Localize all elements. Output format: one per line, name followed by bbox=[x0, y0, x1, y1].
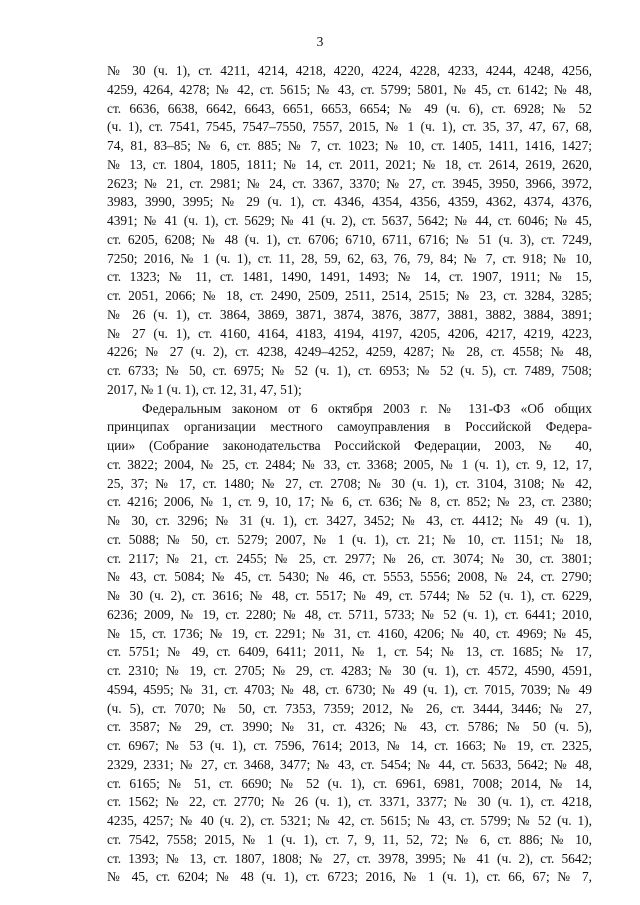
text-line: ст. 3587; № 29, ст. 3990; № 31, ст. 4326; № 43, ст. 5786; № 50 (ч. 5), bbox=[107, 719, 592, 735]
text-line: ст. 6967; № 53 (ч. 1), ст. 7596, 7614; 2013, № 14, ст. 1663; № 19, ст. 2325, bbox=[107, 738, 592, 753]
text-line: ции» (Собрание законодательства Российской Федерации, 2003, № 40, bbox=[107, 438, 592, 453]
text-line: ст. 6636, 6638, 6642, 6643, 6651, 6653, 6654; № 49 (ч. 6), ст. 6928; № 52 bbox=[107, 100, 592, 116]
text-line: 2017, № 1 (ч. 1), ст. 12, 31, 47, 51); bbox=[107, 381, 302, 397]
text-line: 74, 81, 83–85; № 6, ст. 885; № 7, ст. 1023; № 10, ст. 1405, 1411, 1416, 1427; bbox=[107, 138, 592, 153]
text-line: ст. 2051, 2066; № 18, ст. 2490, 2509, 2511, 2514, 2515; № 23, ст. 3284, 3285; bbox=[107, 288, 592, 303]
text-line: № 30 (ч. 1), ст. 4211, 4214, 4218, 4220, 4224, 4228, 4233, 4244, 4248, 4256, bbox=[107, 63, 592, 78]
text-line: 4226; № 27 (ч. 2), ст. 4238, 4249–4252, 4259, 4287; № 28, ст. 4558; № 48, bbox=[107, 344, 592, 360]
text-line: № 43, ст. 5084; № 45, ст. 5430; № 46, ст. 5553, 5556; 2008, № 24, ст. 2790; bbox=[107, 569, 592, 585]
text-line: ст. 1323; № 11, ст. 1481, 1490, 1491, 1493; № 14, ст. 1907, 1911; № 15, bbox=[107, 269, 592, 285]
text-line: 2329, 2331; № 27, ст. 3468, 3477; № 43, ст. 5454; № 44, ст. 5633, 5642; № 48, bbox=[107, 756, 592, 772]
text-line: 4235, 4257; № 40 (ч. 2), ст. 5321; № 42, ст. 5615; № 43, ст. 5799; № 52 (ч. 1), bbox=[107, 813, 592, 828]
text-line: № 26 (ч. 1), ст. 3864, 3869, 3871, 3874, 3876, 3877, 3881, 3882, 3884, 3891; bbox=[107, 306, 592, 322]
text-line: ст. 4216; 2006, № 1, ст. 9, 10, 17; № 6, ст. 636; № 8, ст. 852; № 23, ст. 2380; bbox=[107, 494, 592, 510]
text-line: (ч. 5), ст. 7070; № 50, ст. 7353, 7359; 2012, № 26, ст. 3444, 3446; № 27, bbox=[107, 700, 592, 716]
text-line: № 45, ст. 6204; № 48 (ч. 1), ст. 6723; 2016, № 1 (ч. 1), ст. 66, 67; № 7, bbox=[107, 869, 592, 885]
text-line: 4259, 4264, 4278; № 42, ст. 5615; № 43, ст. 5799; 5801, № 45, ст. 6142; № 48, bbox=[107, 81, 592, 97]
text-line: ст. 2310; № 19, ст. 2705; № 29, ст. 4283; № 30 (ч. 1), ст. 4572, 4590, 4591, bbox=[107, 663, 592, 678]
text-line: ст. 6205, 6208; № 48 (ч. 1), ст. 6706; 6710, 6711, 6716; № 51 (ч. 3), ст. 7249, bbox=[107, 231, 592, 247]
text-line: ст. 7542, 7558; 2015, № 1 (ч. 1), ст. 7, 9, 11, 52, 72; № 6, ст. 886; № 10, bbox=[107, 831, 592, 847]
document-body bbox=[107, 62, 592, 887]
text-line: 4594, 4595; № 31, ст. 4703; № 48, ст. 6730; № 49 (ч. 1), ст. 7015, 7039; № 49 bbox=[107, 681, 592, 697]
text-line: принципах организации местного самоуправления в Российской Федера- bbox=[107, 419, 592, 435]
text-line: ст. 1393; № 13, ст. 1807, 1808; № 27, ст. 3978, 3995; № 41 (ч. 2), ст. 5642; bbox=[107, 850, 592, 866]
text-line: ст. 3822; 2004, № 25, ст. 2484; № 33, ст. 3368; 2005, № 1 (ч. 1), ст. 9, 12, 17, bbox=[107, 456, 592, 472]
text-line: 2623; № 21, ст. 2981; № 24, ст. 3367, 3370; № 27, ст. 3945, 3950, 3966, 3972, bbox=[107, 175, 592, 191]
text-line: 7250; 2016, № 1 (ч. 1), ст. 11, 28, 59, 62, 63, 76, 79, 84; № 7, ст. 918; № 10, bbox=[107, 250, 592, 266]
text-line: № 13, ст. 1804, 1805, 1811; № 14, ст. 2011, 2021; № 18, ст. 2614, 2619, 2620, bbox=[107, 156, 592, 172]
text-line: ст. 6165; № 51, ст. 6690; № 52 (ч. 1), ст. 6961, 6981, 7008; 2014, № 14, bbox=[107, 775, 592, 791]
text-line: 25, 37; № 17, ст. 1480; № 27, ст. 2708; № 30 (ч. 1), ст. 3104, 3108; № 42, bbox=[107, 475, 592, 491]
text-line: № 27 (ч. 1), ст. 4160, 4164, 4183, 4194, 4197, 4205, 4206, 4217, 4219, 4223, bbox=[107, 325, 592, 341]
text-line: 3983, 3990, 3995; № 29 (ч. 1), ст. 4346, 4354, 4356, 4359, 4362, 4374, 4376, bbox=[107, 194, 592, 210]
text-line: ст. 2117; № 21, ст. 2455; № 25, ст. 2977; № 26, ст. 3074; № 30, ст. 3801; bbox=[107, 550, 592, 566]
text-line: № 15, ст. 1736; № 19, ст. 2291; № 31, ст. 4160, 4206; № 40, ст. 4969; № 45, bbox=[107, 625, 592, 641]
text-line: № 30, ст. 3296; № 31 (ч. 1), ст. 3427, 3452; № 43, ст. 4412; № 49 (ч. 1), bbox=[107, 513, 592, 528]
page-number: 3 bbox=[316, 34, 324, 49]
text-line: ст. 6733; № 50, ст. 6975; № 52 (ч. 1), ст. 6953; № 52 (ч. 5), ст. 7489, 7508; bbox=[107, 363, 592, 378]
text-line: ст. 5751; № 49, ст. 6409, 6411; 2011, № 1, ст. 54; № 13, ст. 1685; № 17, bbox=[107, 644, 592, 660]
text-line: ст. 5088; № 50, ст. 5279; 2007, № 1 (ч. 1), ст. 21; № 10, ст. 1151; № 18, bbox=[107, 531, 592, 547]
text-line: 4391; № 41 (ч. 1), ст. 5629; № 41 (ч. 2), ст. 5637, 5642; № 44, ст. 6046; № 45, bbox=[107, 213, 592, 228]
text-line: № 30 (ч. 2), ст. 3616; № 48, ст. 5517; № 49, ст. 5744; № 52 (ч. 1), ст. 6229, bbox=[107, 588, 592, 603]
text-line: Федеральным законом от 6 октября 2003 г. № 131-ФЗ «Об общих bbox=[142, 400, 592, 416]
text-line: (ч. 1), ст. 7541, 7545, 7547–7550, 7557, 2015, № 1 (ч. 1), ст. 35, 37, 47, 67, 68, bbox=[107, 119, 592, 135]
text-line: ст. 1562; № 22, ст. 2770; № 26 (ч. 1), ст. 3371, 3377; № 30 (ч. 1), ст. 4218, bbox=[107, 794, 592, 810]
text-line: 6236; 2009, № 19, ст. 2280; № 48, ст. 5711, 5733; № 52 (ч. 1), ст. 6441; 2010, bbox=[107, 606, 592, 622]
